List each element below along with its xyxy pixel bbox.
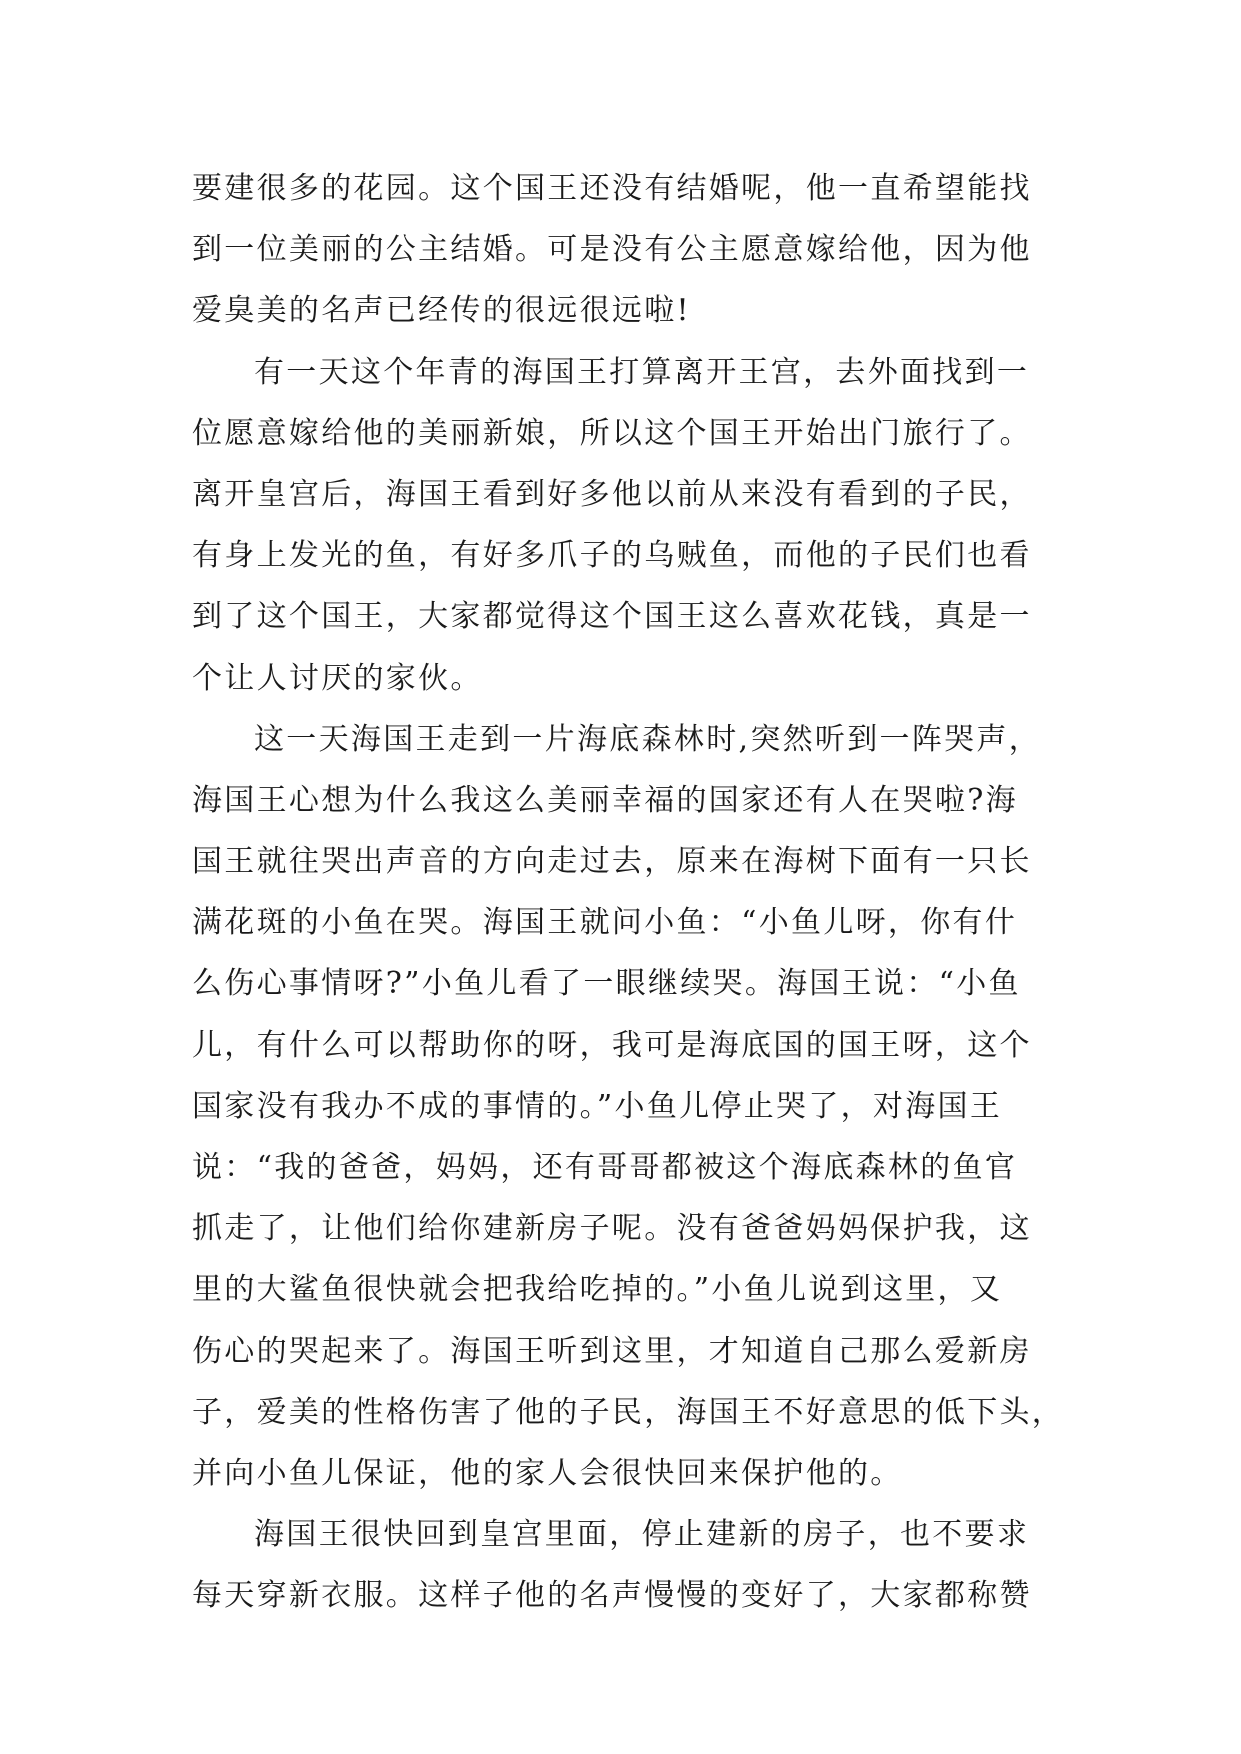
text-line: 每天穿新衣服。这样子他的名声慢慢的变好了，大家都称赞 [192, 1578, 1032, 1614]
text-line: 位愿意嫁给他的美丽新娘，所以这个国王开始出门旅行了。 [192, 415, 1032, 451]
text-line: 子，爱美的性格伤害了他的子民，海国王不好意思的低下头， [192, 1394, 1065, 1430]
text-line: 抓走了，让他们给你建新房子呢。没有爸爸妈妈保护我，这 [192, 1211, 1032, 1247]
text-line: 海国王很快回到皇宫里面，停止建新的房子，也不要求 [254, 1517, 1030, 1553]
text-line: 儿，有什么可以帮助你的呀，我可是海底国的国王呀，这个 [192, 1027, 1032, 1063]
text-line: 国家没有我办不成的事情的。”小鱼儿停止哭了，对海国王 [192, 1088, 1003, 1124]
text-line: 么伤心事情呀?”小鱼儿看了一眼继续哭。海国王说：“小鱼 [192, 966, 1021, 1002]
text-line: 到了这个国王，大家都觉得这个国王这么喜欢花钱，真是一 [192, 599, 1032, 635]
text-line: 国王就往哭出声音的方向走过去，原来在海树下面有一只长 [192, 844, 1032, 880]
text-line: 个让人讨厌的家伙。 [192, 660, 483, 696]
text-line: 有身上发光的鱼，有好多爪子的乌贼鱼，而他的子民们也看 [192, 538, 1032, 574]
text-line: 到一位美丽的公主结婚。可是没有公主愿意嫁给他，因为他 [192, 232, 1032, 268]
text-line: 有一天这个年青的海国王打算离开王宫，去外面找到一 [254, 354, 1030, 390]
text-line: 这一天海国王走到一片海底森林时,突然听到一阵哭声， [254, 721, 1042, 757]
text-line: 说：“我的爸爸，妈妈，还有哥哥都被这个海底森林的鱼官 [192, 1150, 1018, 1185]
text-line: 伤心的哭起来了。海国王听到这里，才知道自己那么爱新房 [192, 1333, 1032, 1369]
text-line: 里的大鲨鱼很快就会把我给吃掉的。”小鱼儿说到这里，又 [192, 1272, 1003, 1308]
text-line: 爱臭美的名声已经传的很远很远啦! [192, 293, 691, 329]
text-line: 并向小鱼儿保证，他的家人会很快回来保护他的。 [192, 1455, 903, 1491]
text-line: 要建很多的花园。这个国王还没有结婚呢，他一直希望能找 [192, 171, 1032, 206]
text-line: 满花斑的小鱼在哭。海国王就问小鱼：“小鱼儿呀，你有什 [192, 905, 1018, 941]
story-text [192, 158, 1065, 1627]
text-line: 离开皇宫后，海国王看到好多他以前从来没有看到的子民， [192, 476, 1032, 512]
text-line: 海国王心想为什么我这么美丽幸福的国家还有人在哭啦?海 [192, 782, 1018, 818]
